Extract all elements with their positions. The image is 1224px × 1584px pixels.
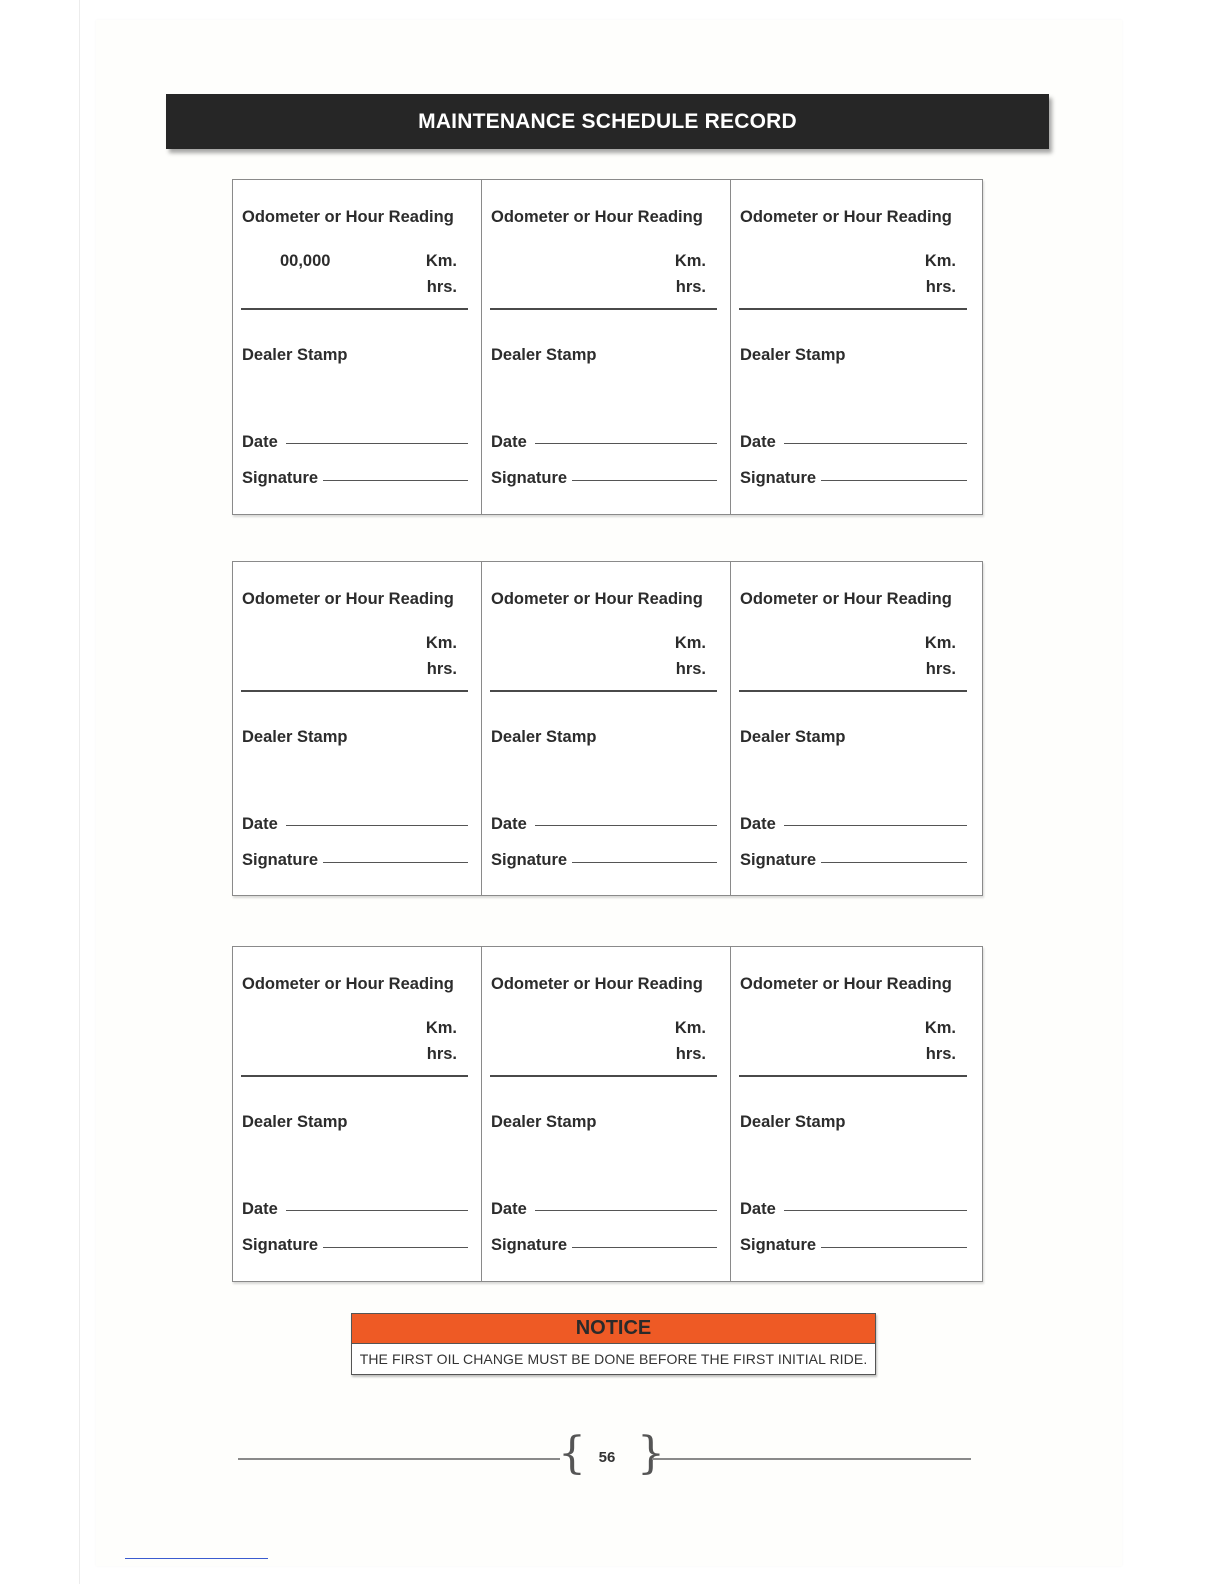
record-cell (731, 180, 980, 514)
record-cell (233, 562, 482, 895)
record-grid-row-2 (232, 561, 983, 896)
date-field-line[interactable] (286, 1210, 468, 1211)
reading-underline (490, 690, 717, 692)
date-label: Date (491, 1200, 527, 1218)
km-unit-label: Km. (924, 634, 956, 652)
reading-underline (490, 1075, 717, 1077)
hrs-unit-label: hrs. (426, 660, 457, 678)
footer-rule-left (238, 1458, 560, 1460)
signature-label: Signature (242, 1236, 319, 1254)
signature-label: Signature (740, 851, 817, 869)
signature-field-line[interactable] (323, 480, 468, 481)
odometer-label: Odometer or Hour Reading (491, 975, 703, 993)
dealer-stamp-label: Dealer Stamp (491, 346, 597, 364)
signature-label: Signature (740, 469, 817, 487)
date-field-line[interactable] (784, 1210, 967, 1211)
date-label: Date (242, 1200, 278, 1218)
dealer-stamp-label: Dealer Stamp (740, 728, 846, 746)
date-field-line[interactable] (784, 443, 967, 444)
date-field-line[interactable] (535, 825, 717, 826)
date-label: Date (740, 815, 776, 833)
footnote-rule (125, 1558, 268, 1559)
signature-field-line[interactable] (572, 1247, 717, 1248)
odometer-label: Odometer or Hour Reading (491, 208, 703, 226)
km-unit-label: Km. (674, 1019, 706, 1037)
record-grid-row-1 (232, 179, 983, 515)
date-field-line[interactable] (286, 443, 468, 444)
signature-field-line[interactable] (572, 480, 717, 481)
date-field-line[interactable] (535, 443, 717, 444)
signature-field-line[interactable] (821, 862, 967, 863)
signature-label: Signature (740, 1236, 817, 1254)
km-unit-label: Km. (674, 634, 706, 652)
odometer-label: Odometer or Hour Reading (740, 975, 952, 993)
hrs-unit-label: hrs. (925, 660, 956, 678)
reading-underline (739, 690, 967, 692)
odometer-value: 00,000 (280, 252, 331, 270)
odometer-label: Odometer or Hour Reading (740, 208, 952, 226)
footer-brace-right: } (637, 1428, 665, 1479)
signature-field-line[interactable] (821, 1247, 967, 1248)
signature-field-line[interactable] (572, 862, 717, 863)
dealer-stamp-label: Dealer Stamp (491, 728, 597, 746)
date-field-line[interactable] (535, 1210, 717, 1211)
reading-underline (739, 1075, 967, 1077)
km-unit-label: Km. (924, 252, 956, 270)
hrs-unit-label: hrs. (675, 660, 706, 678)
record-cell (482, 947, 731, 1281)
page-number: 56 (598, 1449, 616, 1466)
date-label: Date (242, 815, 278, 833)
odometer-label: Odometer or Hour Reading (242, 590, 454, 608)
reading-underline (241, 690, 468, 692)
dealer-stamp-label: Dealer Stamp (242, 346, 348, 364)
record-cell (233, 180, 482, 514)
reading-underline (490, 308, 717, 310)
odometer-label: Odometer or Hour Reading (740, 590, 952, 608)
km-unit-label: Km. (425, 634, 457, 652)
hrs-unit-label: hrs. (426, 278, 457, 296)
date-label: Date (491, 433, 527, 451)
record-grid-row-3 (232, 946, 983, 1282)
notice-text: THE FIRST OIL CHANGE MUST BE DONE BEFORE THE FIRST INITIAL RIDE. (359, 1350, 868, 1367)
signature-label: Signature (491, 469, 568, 487)
km-unit-label: Km. (425, 1019, 457, 1037)
dealer-stamp-label: Dealer Stamp (491, 1113, 597, 1131)
signature-field-line[interactable] (323, 862, 468, 863)
date-field-line[interactable] (286, 825, 468, 826)
signature-field-line[interactable] (821, 480, 967, 481)
date-label: Date (491, 815, 527, 833)
dealer-stamp-label: Dealer Stamp (242, 728, 348, 746)
date-label: Date (740, 1200, 776, 1218)
km-unit-label: Km. (924, 1019, 956, 1037)
hrs-unit-label: hrs. (426, 1045, 457, 1063)
reading-underline (739, 308, 967, 310)
record-cell (482, 562, 731, 895)
dealer-stamp-label: Dealer Stamp (740, 346, 846, 364)
date-field-line[interactable] (784, 825, 967, 826)
record-cell (731, 562, 980, 895)
record-cell (482, 180, 731, 514)
reading-underline (241, 1075, 468, 1077)
odometer-label: Odometer or Hour Reading (491, 590, 703, 608)
signature-field-line[interactable] (323, 1247, 468, 1248)
dealer-stamp-label: Dealer Stamp (242, 1113, 348, 1131)
date-label: Date (242, 433, 278, 451)
signature-label: Signature (491, 1236, 568, 1254)
signature-label: Signature (491, 851, 568, 869)
km-unit-label: Km. (425, 252, 457, 270)
odometer-label: Odometer or Hour Reading (242, 975, 454, 993)
page-edge (79, 0, 80, 1584)
date-label: Date (740, 433, 776, 451)
record-cell (233, 947, 482, 1281)
notice-title: NOTICE (352, 1314, 875, 1344)
km-unit-label: Km. (674, 252, 706, 270)
page-title: MAINTENANCE SCHEDULE RECORD (166, 94, 1049, 149)
dealer-stamp-label: Dealer Stamp (740, 1113, 846, 1131)
hrs-unit-label: hrs. (925, 1045, 956, 1063)
signature-label: Signature (242, 851, 319, 869)
hrs-unit-label: hrs. (675, 1045, 706, 1063)
hrs-unit-label: hrs. (925, 278, 956, 296)
footer-brace-left: { (558, 1428, 586, 1479)
signature-label: Signature (242, 469, 319, 487)
odometer-label: Odometer or Hour Reading (242, 208, 454, 226)
record-cell (731, 947, 980, 1281)
footer-rule-right (652, 1458, 971, 1460)
reading-underline (241, 308, 468, 310)
hrs-unit-label: hrs. (675, 278, 706, 296)
notice-box (351, 1313, 876, 1375)
